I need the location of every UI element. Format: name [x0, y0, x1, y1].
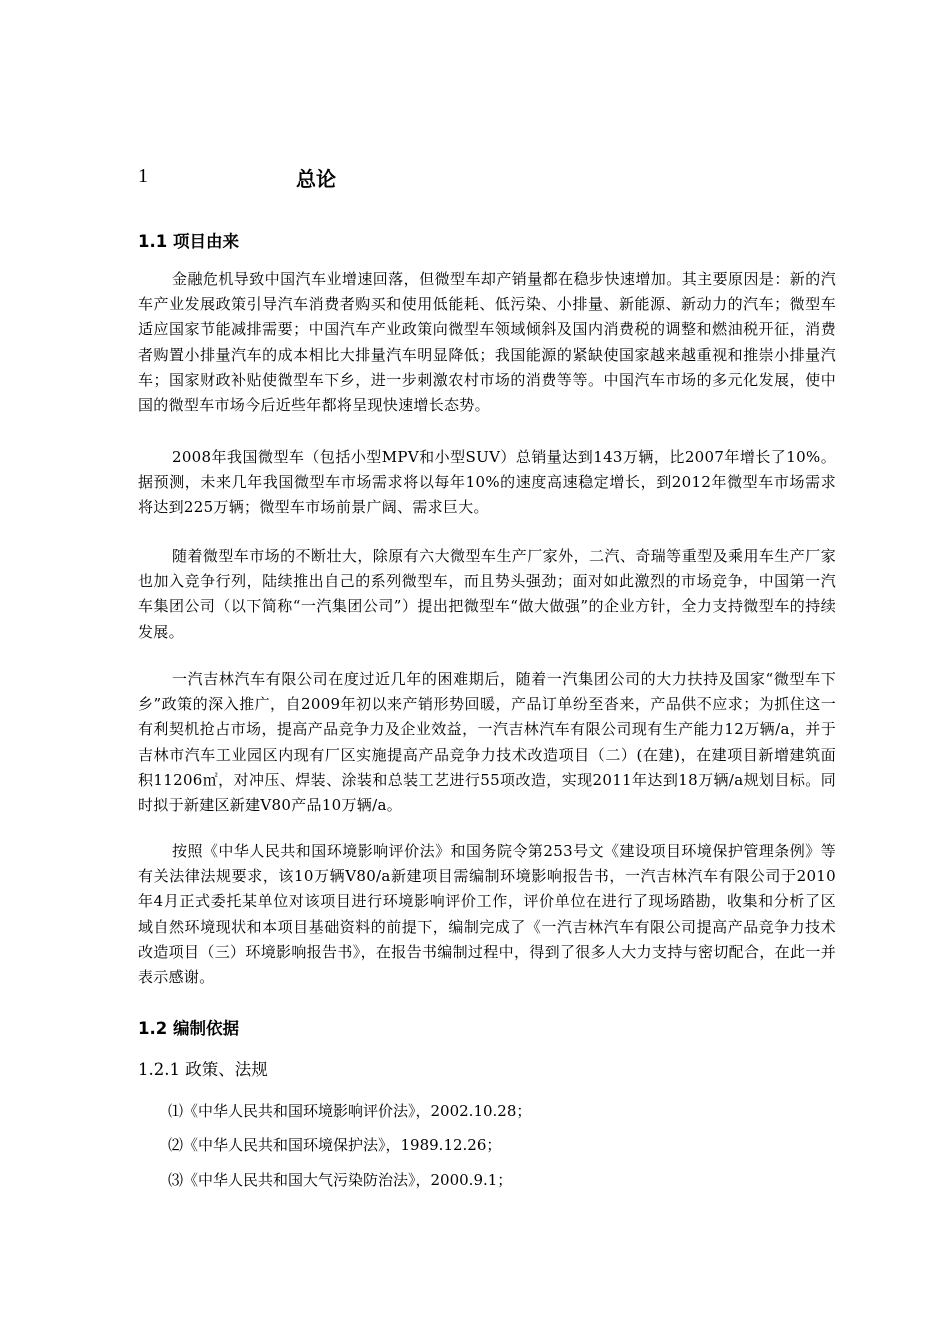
law-item-3: ⑶《中华人民共和国大气污染防治法》，2000.9.1； — [168, 1171, 513, 1189]
section-heading-1-2: 1.2 编制依据 — [138, 1019, 239, 1038]
subsection-heading-1-2-1: 1.2.1 政策、法规 — [138, 1060, 268, 1079]
law-item-1: ⑴《中华人民共和国环境影响评价法》，2002.10.28； — [168, 1102, 532, 1120]
paragraph-2: 2008年我国微型车（包括小型MPV和小型SUV）总销量达到143万辆，比2007年增长了10%。据预测，未来几年我国微型车市场需求将以每年10%的速度高速稳定增长，到2012年微型车市场需求将达到225万辆；微型车市场前景广阔、需求巨大。 — [138, 448, 836, 517]
law-item-2: ⑵《中华人民共和国环境保护法》，1989.12.26； — [168, 1136, 502, 1154]
paragraph-5: 按照《中华人民共和国环境影响评价法》和国务院令第253号文《建设项目环境保护管理条例》等有关法律法规要求，该10万辆V80/a新建项目需编制环境影响报告书，一汽吉林汽车有限公司于2010年4月正式委托某单位对该项目进行环境影响评价工作，评价单位在进行了现场踏勘，收集和分析了区域自然环境现状和本项目基础资料的前提下，编制完成了《一汽吉林汽车有限公司提高产品竞争力技术改造项目（三）环境影响报告书》，在报告书编制过程中，得到了很多人大力支持与密切配合，在此一并表示感谢。 — [138, 842, 836, 987]
paragraph-3: 随着微型车市场的不断壮大，除原有六大微型车生产厂家外，二汽、奇瑞等重型及乘用车生产厂家也加入竞争行列，陆续推出自己的系列微型车，而且势头强劲；面对如此激烈的市场竞争，中国第一汽车集团公司（以下简称“一汽集团公司”）提出把微型车“做大做强”的企业方针，全力支持微型车的持续发展。 — [138, 547, 836, 641]
chapter-title — [138, 163, 836, 193]
paragraph-4: 一汽吉林汽车有限公司在度过近几年的困难期后，随着一汽集团公司的大力扶持及国家“微型车下乡”政策的深入推广，自2009年初以来产销形势回暖，产品订单纷至沓来，产品供不应求；为抓住这一有利契机抢占市场，提高产品竞争力及企业效益，一汽吉林汽车有限公司现有生产能力12万辆/a，并于吉林市汽车工业园区内现有厂区实施提高产品竞争力技术改造项目（二）(在建)，在建项目新增建筑面积11206㎡，对冲压、焊装、涂装和总装工艺进行55项改造，实现2011年达到18万辆/a规划目标。同时拟于新建区新建V80产品10万辆/a。 — [138, 670, 836, 815]
chapter-title-text: 总论 — [296, 167, 336, 191]
chapter-number: 1 — [138, 165, 148, 187]
paragraph-1: 金融危机导致中国汽车业增速回落，但微型车却产销量都在稳步快速增加。其主要原因是：新的汽车产业发展政策引导汽车消费者购买和使用低能耗、低污染、小排量、新能源、新动力的汽车；微型车适应国家节能减排需要；中国汽车产业政策向微型车领域倾斜及国内消费税的调整和燃油税开征，消费者购置小排量汽车的成本相比大排量汽车明显降低；我国能源的紧缺使国家越来越重视和推崇小排量汽车；国家财政补贴使微型车下乡，进一步刺激农村市场的消费等等。中国汽车市场的多元化发展，使中国的微型车市场今后近些年都将呈现快速增长态势。 — [138, 270, 836, 415]
section-heading-1-1: 1.1 项目由来 — [138, 232, 239, 251]
